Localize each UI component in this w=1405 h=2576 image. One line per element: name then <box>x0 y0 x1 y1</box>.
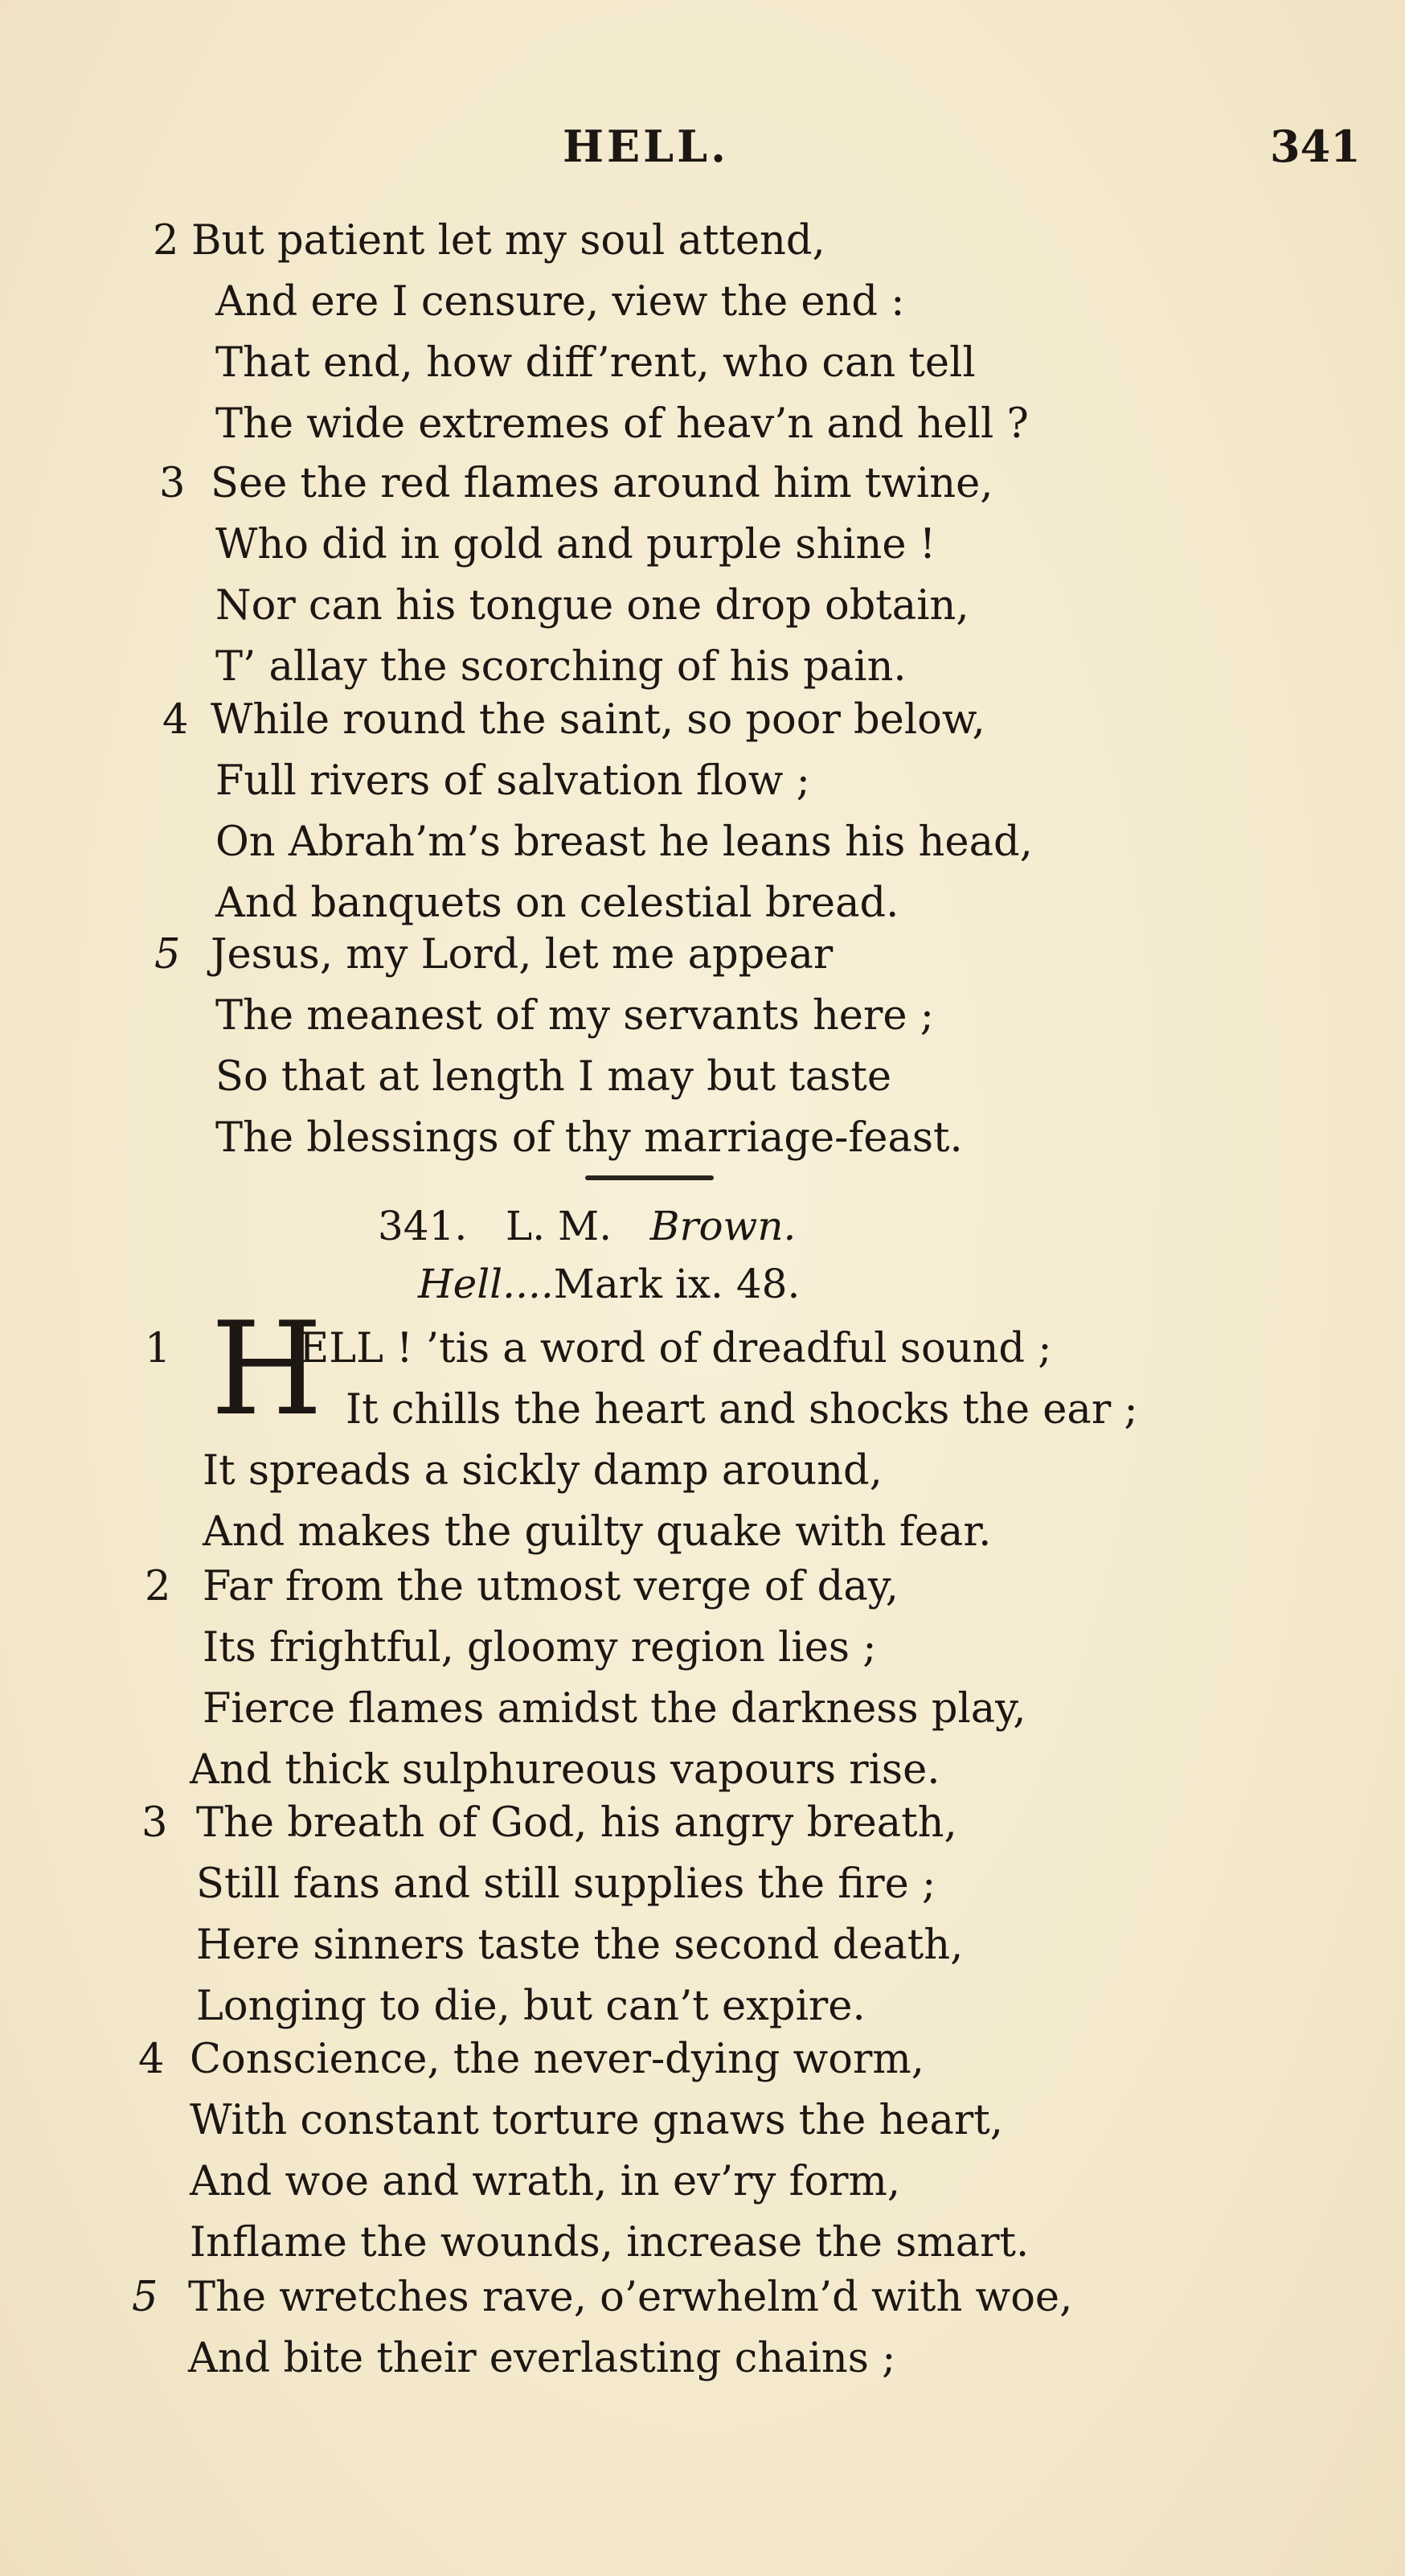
verse-line: On Abrah’m’s breast he leans his head, <box>215 818 1033 866</box>
verse-line: The breath of God, his angry breath, <box>196 1799 957 1847</box>
verse-line: And thick sulphureous vapours rise. <box>190 1746 940 1794</box>
stanza <box>0 453 1405 698</box>
verse-line: The blessings of thy marriage-feast. <box>215 1114 963 1162</box>
drop-cap: H <box>211 1294 323 1444</box>
verse-line: And bite their everlasting chains ; <box>188 2335 896 2382</box>
stanza <box>0 2029 1405 2274</box>
stanza-number: 2 <box>145 1563 171 1610</box>
hymn-heading <box>378 1196 796 1256</box>
verse-line: Full rivers of salvation flow ; <box>215 757 810 805</box>
verse-line: Fierce flames amidst the darkness play, <box>203 1685 1026 1733</box>
stanza-number: 1 <box>145 1325 171 1372</box>
stanza <box>0 1793 1405 2037</box>
verse-line: It spreads a sickly damp around, <box>203 1447 883 1495</box>
verse-line: The wretches rave, o’erwhelm’d with woe, <box>188 2274 1073 2321</box>
page-number: 341 <box>1270 121 1361 172</box>
stanza-number: 4 <box>162 696 189 744</box>
verse-line: It chills the heart and shocks the ear ; <box>346 1386 1138 1434</box>
verse-line: While round the saint, so poor below, <box>211 696 985 744</box>
verse-line: But patient let my soul attend, <box>191 217 825 265</box>
stanza <box>0 925 1405 1169</box>
hymn-number: 341. <box>378 1203 468 1249</box>
hymn-meter: L. M. <box>506 1203 612 1249</box>
verse-line: Inflame the wounds, increase the smart. <box>190 2219 1030 2266</box>
verse-line: And ere I censure, view the end : <box>215 278 905 326</box>
verse-line: And banquets on celestial bread. <box>215 880 899 927</box>
stanza <box>0 1557 1405 1801</box>
verse-line: The meanest of my servants here ; <box>215 992 934 1040</box>
verse-line: Its frightful, gloomy region lies ; <box>203 1624 877 1672</box>
stanza <box>0 2267 1405 2389</box>
stanza-number: 4 <box>138 2036 165 2083</box>
verse-line: ELL ! ’tis a word of dreadful sound ; <box>299 1325 1052 1372</box>
stanza-number: 2 <box>153 217 179 265</box>
verse-line: Here sinners taste the second death, <box>196 1922 964 1969</box>
stanza-number: 5 <box>132 2274 158 2321</box>
stanza <box>0 1319 1405 1563</box>
stanza-number: 5 <box>154 931 181 978</box>
verse-line: Still fans and still supplies the fire ; <box>196 1860 936 1908</box>
verse-line: The wide extremes of heav’n and hell ? <box>215 400 1029 448</box>
verse-line: Longing to die, but can’t expire. <box>196 1983 866 2030</box>
verse-line: And woe and wrath, in ev’ry form, <box>190 2158 901 2205</box>
scripture-reference: Mark ix. 48. <box>553 1261 801 1307</box>
section-divider <box>585 1175 714 1180</box>
verse-line: Jesus, my Lord, let me appear <box>211 931 834 978</box>
verse-line: Who did in gold and purple shine ! <box>215 521 936 568</box>
verse-line: That end, how diff’rent, who can tell <box>215 339 976 387</box>
stanza-number: 3 <box>159 460 186 507</box>
hymn-tune: Brown. <box>649 1203 797 1249</box>
verse-line: And makes the guilty quake with fear. <box>203 1508 992 1556</box>
stanza <box>0 690 1405 934</box>
hymn-subject <box>418 1256 800 1312</box>
stanza <box>0 211 1405 455</box>
verse-line: See the red flames around him twine, <box>211 460 993 507</box>
page-header <box>0 121 1405 177</box>
running-title: HELL. <box>563 121 729 172</box>
verse-line: T’ allay the scorching of his pain. <box>215 643 907 691</box>
subject-title: Hell.... <box>418 1261 554 1307</box>
verse-line: With constant torture gnaws the heart, <box>190 2097 1004 2144</box>
verse-line: Nor can his tongue one drop obtain, <box>215 582 969 630</box>
verse-line: Far from the utmost verge of day, <box>203 1563 899 1610</box>
stanza-number: 3 <box>141 1799 168 1847</box>
verse-line: So that at length I may but taste <box>215 1053 892 1101</box>
verse-line: Conscience, the never-dying worm, <box>190 2036 924 2083</box>
